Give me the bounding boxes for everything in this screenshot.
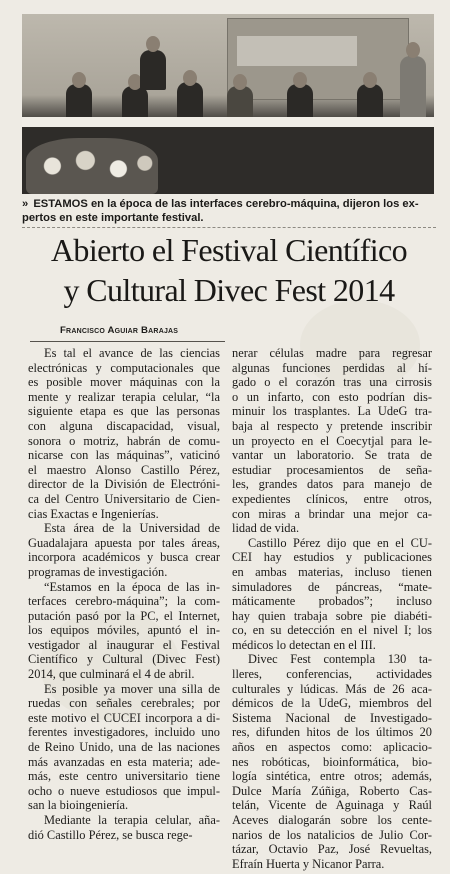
text-line: años en aspectos como: aplicacio-: [232, 740, 432, 755]
text-line: estudiar procesamientos de seña-: [232, 462, 432, 477]
text-line: sonora o motriz, habrán de comu-: [28, 433, 220, 448]
text-line: cias Exactas e Ingenierías.: [28, 506, 159, 521]
text-line: es posible mover máquinas con la: [28, 375, 220, 390]
article-column-right: [232, 346, 432, 871]
article-paragraph: [232, 652, 432, 871]
text-line: Es tal el avance de las ciencias: [44, 346, 220, 360]
text-line: Esta área de la Universidad de: [44, 521, 220, 536]
text-line: algunas funciones perdidas al hí-: [232, 360, 432, 375]
article-paragraph: [232, 536, 432, 653]
headline-line: y Cultural Divec Fest 2014: [63, 272, 395, 308]
article-paragraph: [28, 580, 220, 682]
text-line: programas de investigación.: [28, 564, 168, 579]
standing-head: [406, 42, 420, 58]
text-line: de Reino Unido, una de las naciones: [28, 740, 220, 755]
text-line: máticamente probados”; incluso: [232, 594, 432, 609]
text-line: res, difunden hitos de los últimos 20: [232, 725, 432, 740]
text-line: démicos de la UdeG, miembros del: [232, 696, 432, 711]
text-line: Guadalajara apuesta por tales áreas,: [28, 535, 220, 550]
text-line: incorpora académicos y busca crear: [28, 550, 220, 565]
text-line: con miras a brindar una mejor ca-: [232, 506, 432, 521]
text-line: baja al respecto y pretende inscribir: [232, 418, 432, 433]
text-line: ca del Centro Universitario de Cien-: [28, 491, 220, 506]
text-line: electrónicas y computacionales que: [28, 360, 220, 375]
text-line: vestigador al inaugurar el Festival: [28, 637, 220, 652]
text-line: dió Castillo Pérez, se busca rege-: [28, 827, 193, 842]
text-line: Castillo Pérez dijo que en el CU-: [248, 535, 432, 550]
text-line: CEI hay estudios y publicaciones: [232, 550, 432, 565]
text-line: un proyecto en el Coecytjal para le-: [232, 433, 432, 448]
text-line: con alguna discapacidad, visual,: [28, 418, 220, 433]
text-line: Divec Fest contempla 130 ta-: [248, 652, 432, 667]
byline-rule: [30, 341, 225, 342]
text-line: tázar, Octavio Paz, José Revueltas,: [232, 842, 432, 857]
text-line: ferentes investigadores, incluido uno: [28, 725, 220, 740]
text-line: este motivo el CUCEI incorpora a di-: [28, 710, 220, 725]
caption-text: ESTAMOS en la época de las interfaces cerebro-máquina, dijeron los ex-: [33, 198, 419, 210]
caption-text-continued: pertos en este importante festival.: [22, 212, 204, 224]
caption-marker: »: [22, 198, 29, 210]
article-paragraph: [28, 682, 220, 813]
panelist-head: [363, 72, 377, 88]
text-line: san la bioingeniería.: [28, 798, 129, 813]
panelist-head: [233, 74, 247, 90]
text-line: culturales y lúdicas. Más de 26 aca-: [232, 681, 432, 696]
text-line: médicos lo detectan en el III.: [232, 637, 376, 652]
text-line: Sistema Nacional de Investigado-: [232, 710, 432, 725]
article-column-left: [28, 346, 220, 842]
text-line: Efraín Huerta y Nicanor Parra.: [232, 856, 385, 871]
text-line: logía sintética, entre otros; además,: [232, 769, 432, 784]
text-line: gado o el corazón tras una cirrosis: [232, 375, 432, 390]
photo-caption: [22, 197, 436, 225]
article-paragraph: [232, 346, 432, 536]
standing-head: [146, 36, 160, 52]
standing-figure: [400, 56, 426, 122]
text-line: telán, Vicente de Aguinaga y Raúl: [232, 798, 432, 813]
table-edge: [22, 117, 434, 127]
text-line: mente y realizar terapia celular, “la: [28, 389, 220, 404]
text-line: co, en su detección en el nivel I; los: [232, 623, 432, 638]
text-line: nerar células madre para regresar: [232, 346, 432, 360]
article-paragraph: [28, 346, 220, 521]
text-line: ruedas con señales cerebrales; por: [28, 696, 220, 711]
text-line: siguiente etapa es que las personas: [28, 404, 220, 419]
panelist-head: [72, 72, 86, 88]
text-line: narios de los natalicios de Julio Cor-: [232, 827, 432, 842]
byline: Francisco Aguiar Barajas: [60, 325, 179, 336]
text-line: nes robóticas, bioinformática, bio-: [232, 754, 432, 769]
press-conference-photo: [22, 14, 434, 194]
text-line: “Estamos en la época de las in-: [44, 579, 220, 594]
text-line: vantar un laboratorio. Se trata de: [232, 448, 432, 463]
text-line: en ambas materias, incluso tienen: [232, 564, 432, 579]
text-line: Mediante la terapia celular, aña-: [44, 813, 220, 827]
text-line: Aceves dialogarán sobre los cente-: [232, 813, 432, 827]
text-line: más, este centro universitario tiene: [28, 769, 220, 784]
text-line: terfaces cerebro-máquina”; la com-: [28, 594, 220, 609]
divider: [22, 227, 436, 228]
flower-arrangement: [26, 138, 158, 194]
text-line: director de la División de Electróni-: [28, 477, 220, 492]
panelist-head: [293, 72, 307, 88]
article-paragraph: [28, 813, 220, 842]
panelist-head: [183, 70, 197, 86]
text-line: ocho o nueve estudiosos que impul-: [28, 783, 220, 798]
article-paragraph: [28, 521, 220, 579]
text-line: los equipos móviles, apuntó el in-: [28, 623, 220, 638]
text-line: lleres, conferencias, actividades: [232, 667, 432, 682]
text-line: Dulce María Zúñiga, Roberto Cas-: [232, 783, 432, 798]
text-line: minuir los trasplantes. La UdeG tra-: [232, 404, 432, 419]
text-line: simuladores de páncreas, “mate-: [232, 579, 432, 594]
text-line: el maestro Alonso Castillo Pérez,: [28, 462, 220, 477]
text-line: o un infarto, con esto podrían dis-: [232, 389, 432, 404]
text-line: expedientes clínicos, entre otros,: [232, 491, 432, 506]
standing-figure: [140, 50, 166, 90]
text-line: 2014, que culminará el 4 de abril.: [28, 667, 195, 682]
text-line: hay quien trabaja sobre pie diabéti-: [232, 608, 432, 623]
text-line: nicarse con las máquinas”, vaticinó: [28, 448, 220, 463]
text-line: Científico y Cultural (Divec Fest): [28, 652, 220, 667]
text-line: más avanzadas en esta materia; ade-: [28, 754, 220, 769]
text-line: putación pasó por la PC, el Internet,: [28, 608, 220, 623]
text-line: lidad de vida.: [232, 521, 300, 536]
headline-line: Abierto el Festival Científico: [50, 232, 408, 268]
text-line: les, grandes datos para manejo de: [232, 477, 432, 492]
backdrop-highlight: [237, 36, 357, 66]
headline: [22, 230, 436, 310]
text-line: Es posible ya mover una silla de: [44, 681, 220, 696]
